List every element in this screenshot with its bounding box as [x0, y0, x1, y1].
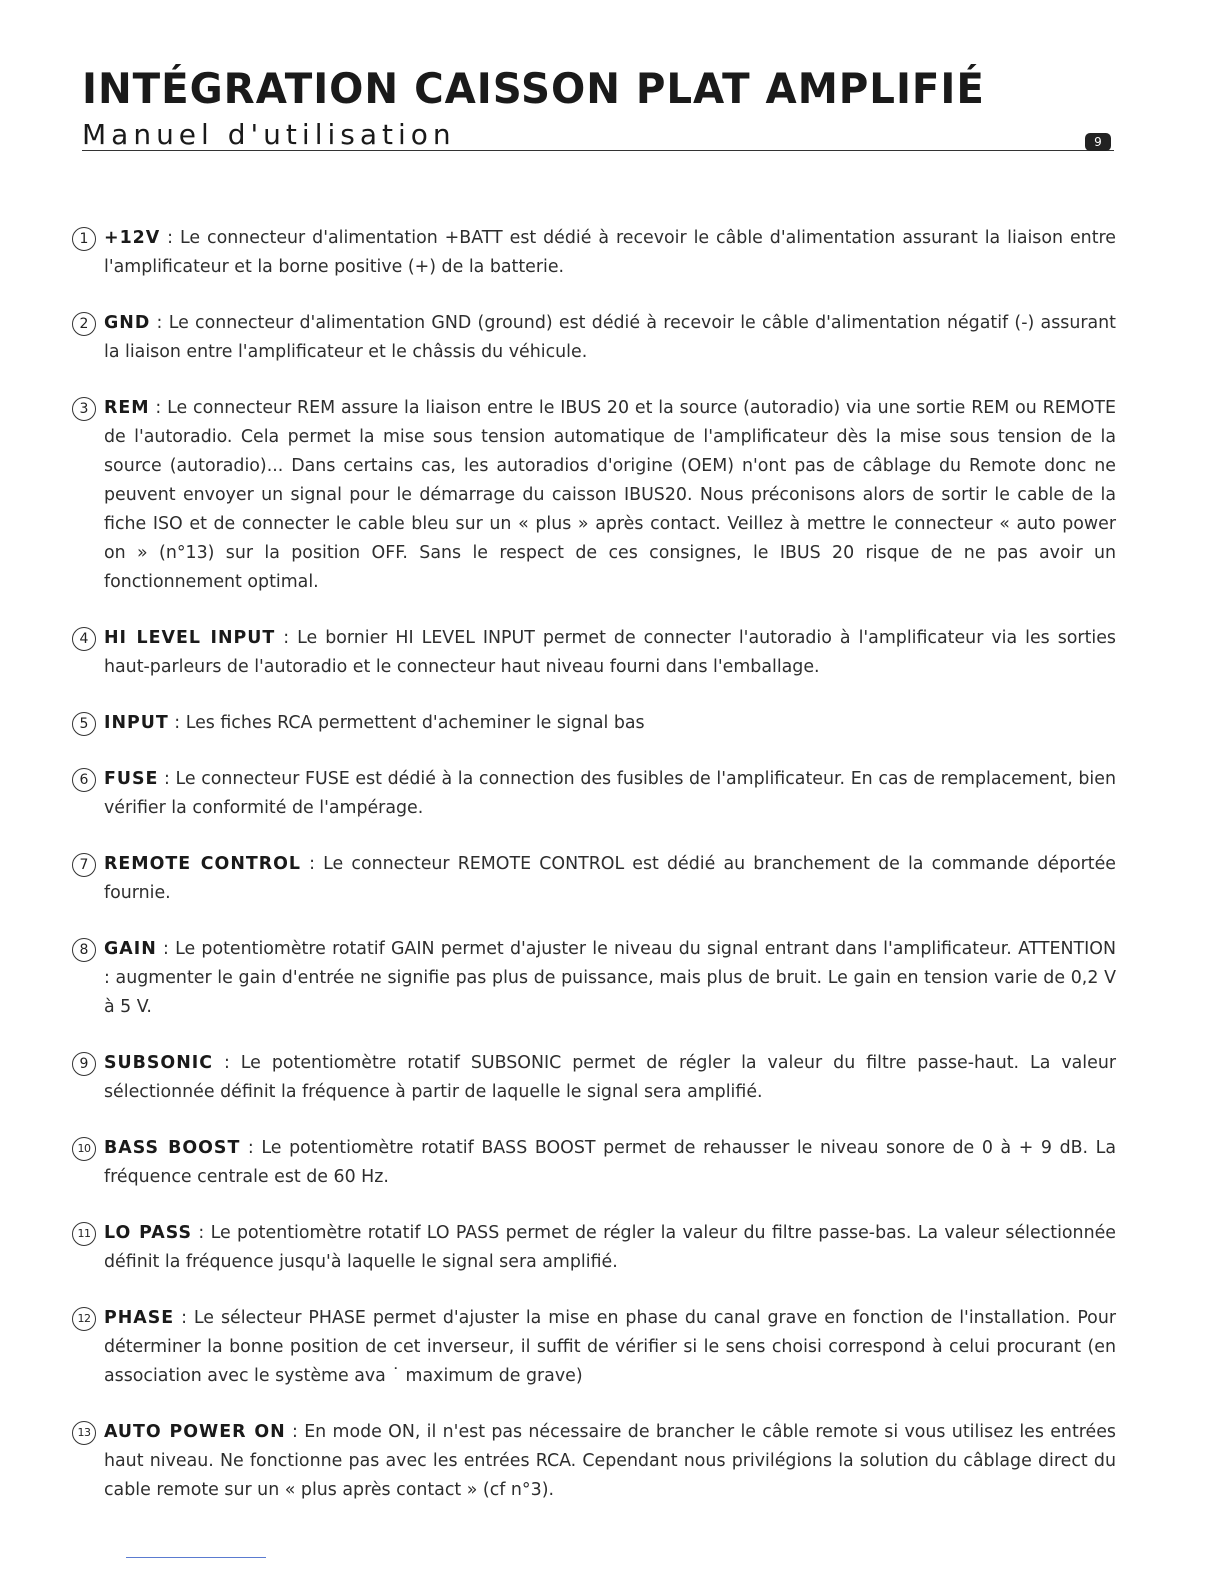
item-label: GAIN — [104, 939, 157, 959]
item-text: Le sélecteur PHASE permet d'ajuster la mise en phase du canal grave en fonction de l'installation. Pour déterminer la bonne position de cet inverseur, il suffit de vérifier si le sens choisi correspond à celui procurant (en association avec le système ava ˙ maximum de grave) — [104, 1308, 1116, 1386]
item-separator: : — [174, 1308, 194, 1328]
item-label: INPUT — [104, 713, 169, 733]
header-rule — [82, 150, 1114, 151]
list-item-power — [72, 224, 1116, 282]
item-text: Le potentiomètre rotatif GAIN permet d'ajuster le niveau du signal entrant dans l'amplificateur. ATTENTION : augmenter le gain d'entrée ne signifie pas plus de puissance, mais plus de bruit. Le gain en tension varie de 0,2 V à 5 V. — [104, 939, 1116, 1017]
item-number: 10 — [72, 1137, 96, 1161]
page-title: INTÉGRATION CAISSON PLAT AMPLIFIÉ — [82, 64, 985, 113]
item-separator: : — [160, 228, 180, 248]
item-number: 4 — [72, 627, 96, 651]
item-number: 12 — [72, 1307, 96, 1331]
item-number: 3 — [72, 397, 96, 421]
list-item-subsonic — [72, 1049, 1116, 1107]
item-label: AUTO POWER ON — [104, 1422, 286, 1442]
item-text: Le potentiomètre rotatif SUBSONIC permet de régler la valeur du filtre passe-haut. La valeur sélectionnée définit la fréquence à partir de laquelle le signal sera amplifié. — [104, 1053, 1116, 1102]
item-text: En mode ON, il n'est pas nécessaire de brancher le câble remote si vous utilisez les entrées haut niveau. Ne fonctionne pas avec les entrées RCA. Cependant nous privilégions la solution du câblage direct du cable remote sur un « plus après contact » (cf n°3). — [104, 1422, 1116, 1500]
item-separator: : — [285, 1422, 305, 1442]
list-item-bass-boost — [72, 1134, 1116, 1192]
item-separator: : — [158, 769, 176, 789]
item-separator: : — [275, 628, 298, 648]
list-item-phase — [72, 1304, 1116, 1391]
item-number: 8 — [72, 938, 96, 962]
item-separator: : — [192, 1223, 211, 1243]
item-number: 5 — [72, 712, 96, 736]
page-number-badge: 9 — [1085, 133, 1111, 151]
item-text: Le connecteur REMOTE CONTROL est dédié au branchement de la commande déportée fournie. — [104, 854, 1117, 903]
item-text: Le potentiomètre rotatif LO PASS permet de régler la valeur du filtre passe-bas. La valeur sélectionnée définit la fréquence jusqu'à laquelle le signal sera amplifié. — [104, 1223, 1116, 1272]
item-number: 9 — [72, 1052, 96, 1076]
item-text: Le bornier HI LEVEL INPUT permet de connecter l'autoradio à l'amplificateur via les sorties haut-parleurs de l'autoradio et le connecteur haut niveau fourni dans l'emballage. — [104, 628, 1116, 677]
list-item-input — [72, 709, 1116, 738]
item-text: Le connecteur FUSE est dédié à la connection des fusibles de l'amplificateur. En cas de remplacement, bien vérifier la conformité de l'ampérage. — [104, 769, 1116, 818]
item-label: HI LEVEL INPUT — [104, 628, 276, 648]
item-number: 2 — [72, 312, 96, 336]
list-item-rem — [72, 394, 1116, 597]
item-label: FUSE — [104, 769, 159, 789]
page-subtitle: Manuel d'utilisation — [82, 118, 456, 151]
item-text: Le potentiomètre rotatif BASS BOOST permet de rehausser le niveau sonore de 0 à + 9 dB. La fréquence centrale est de 60 Hz. — [104, 1138, 1117, 1187]
list-item-auto-power-on — [72, 1418, 1116, 1505]
list-item-remote-control — [72, 850, 1116, 908]
item-text: Les fiches RCA permettent d'acheminer le signal bas — [185, 713, 645, 733]
footer-mark — [126, 1557, 266, 1558]
list-item-gain — [72, 935, 1116, 1022]
list-item-ground — [72, 309, 1116, 367]
item-separator: : — [240, 1138, 262, 1158]
item-separator: : — [149, 398, 168, 418]
item-number: 7 — [72, 853, 96, 877]
item-separator: : — [150, 313, 169, 333]
list-item-fuse — [72, 765, 1116, 823]
item-number: 11 — [72, 1222, 96, 1246]
item-label: +12V — [104, 228, 161, 248]
item-label: PHASE — [104, 1308, 175, 1328]
item-label: SUBSONIC — [104, 1053, 213, 1073]
item-number: 13 — [72, 1421, 96, 1445]
item-separator: : — [301, 854, 324, 874]
item-text: Le connecteur REM assure la liaison entre le IBUS 20 et la source (autoradio) via une sortie REM ou REMOTE de l'autoradio. Cela permet la mise sous tension automatique de l'amplificateur dès la mise sous tension de la source (autoradio)... Dans certains cas, les autoradios d'origine (OEM) n'ont pas de câblage du Remote donc ne peuvent envoyer un signal pour le démarrage du caisson IBUS20. Nous préconisons alors de sortir le cable de la fiche ISO et de connecter le cable bleu sur un « plus » après contact. Veillez à mettre le connecteur « auto power on » (n°13) sur la position OFF. Sans le respect de ces consignes, le IBUS 20 risque de ne pas avoir un fonctionnement optimal. — [104, 398, 1116, 592]
item-label: GND — [104, 313, 151, 333]
item-label: LO PASS — [104, 1223, 192, 1243]
list-item-lo-pass — [72, 1219, 1116, 1277]
item-number: 6 — [72, 768, 96, 792]
item-text: Le connecteur d'alimentation +BATT est dédié à recevoir le câble d'alimentation assurant la liaison entre l'amplificateur et la borne positive (+) de la batterie. — [104, 228, 1116, 277]
item-separator: : — [213, 1053, 241, 1073]
item-separator: : — [156, 939, 176, 959]
item-text: Le connecteur d'alimentation GND (ground) est dédié à recevoir le câble d'alimentation négatif (-) assurant la liaison entre l'amplificateur et le châssis du véhicule. — [104, 313, 1116, 362]
item-separator: : — [168, 713, 186, 733]
item-label: REMOTE CONTROL — [104, 854, 301, 874]
list-item-hi-level-input — [72, 624, 1116, 682]
item-number: 1 — [72, 227, 96, 251]
item-label: REM — [104, 398, 150, 418]
item-label: BASS BOOST — [104, 1138, 241, 1158]
connector-list — [72, 224, 1116, 1532]
